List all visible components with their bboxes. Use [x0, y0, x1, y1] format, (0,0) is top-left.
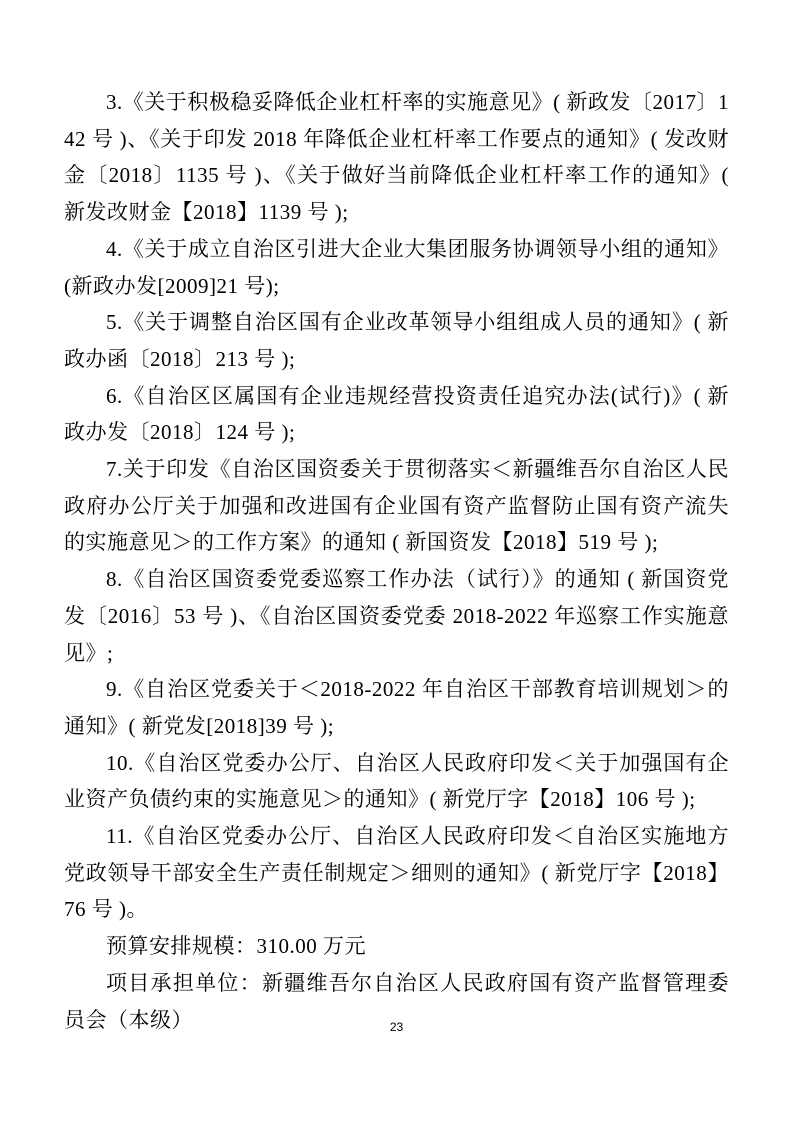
page-number: 23	[389, 1020, 404, 1034]
document-paragraph-item-10: 10.《自治区党委办公厅、自治区人民政府印发＜关于加强国有企业资产负债约束的实施意见＞的通知》( 新党厅字【2018】106 号 );	[64, 750, 729, 812]
document-paragraph-item-4: 4.《关于成立自治区引进大企业大集团服务协调领导小组的通知》(新政办发[2009]21 号);	[64, 236, 729, 298]
document-paragraph-item-8: 8.《自治区国资委党委巡察工作办法（试行）》的通知 ( 新国资党发〔2016〕53 号 )、《自治区国资委党委 2018-2022 年巡察工作实施意见》;	[64, 567, 729, 665]
document-paragraph-item-7: 7.关于印发《自治区国资委关于贯彻落实＜新疆维吾尔自治区人民政府办公厅关于加强和改进国有企业国有资产监督防止国有资产流失的实施意见＞的工作方案》的通知 ( 新国资发【2018】519 号 );	[64, 457, 729, 555]
document-paragraph-item-6: 6.《自治区区属国有企业违规经营投资责任追究办法(试行)》( 新政办发〔2018〕124 号 );	[64, 383, 729, 445]
document-body	[64, 84, 729, 1038]
document-paragraph-project-unit: 项目承担单位：新疆维吾尔自治区人民政府国有资产监督管理委员会（本级）	[64, 970, 729, 1032]
document-paragraph-budget-scale: 预算安排规模：310.00 万元	[106, 934, 366, 959]
document-paragraph-item-3: 3.《关于积极稳妥降低企业杠杆率的实施意见》( 新政发〔2017〕142 号 )、《关于印发 2018 年降低企业杠杆率工作要点的通知》( 发改财金〔2018〕1135 号 )、《关于做好当前降低企业杠杆率工作的通知》( 新发改财金【2018】1139 号 );	[64, 90, 729, 225]
document-paragraph-item-9: 9.《自治区党委关于＜2018-2022 年自治区干部教育培训规划＞的通知》( 新党发[2018]39 号 );	[64, 677, 729, 738]
document-paragraph-item-5: 5.《关于调整自治区国有企业改革领导小组组成人员的通知》( 新政办函〔2018〕213 号 );	[64, 310, 729, 371]
document-paragraph-item-11: 11.《自治区党委办公厅、自治区人民政府印发＜自治区实施地方党政领导干部安全生产责任制规定＞细则的通知》( 新党厅字【2018】76 号 )。	[64, 824, 729, 922]
